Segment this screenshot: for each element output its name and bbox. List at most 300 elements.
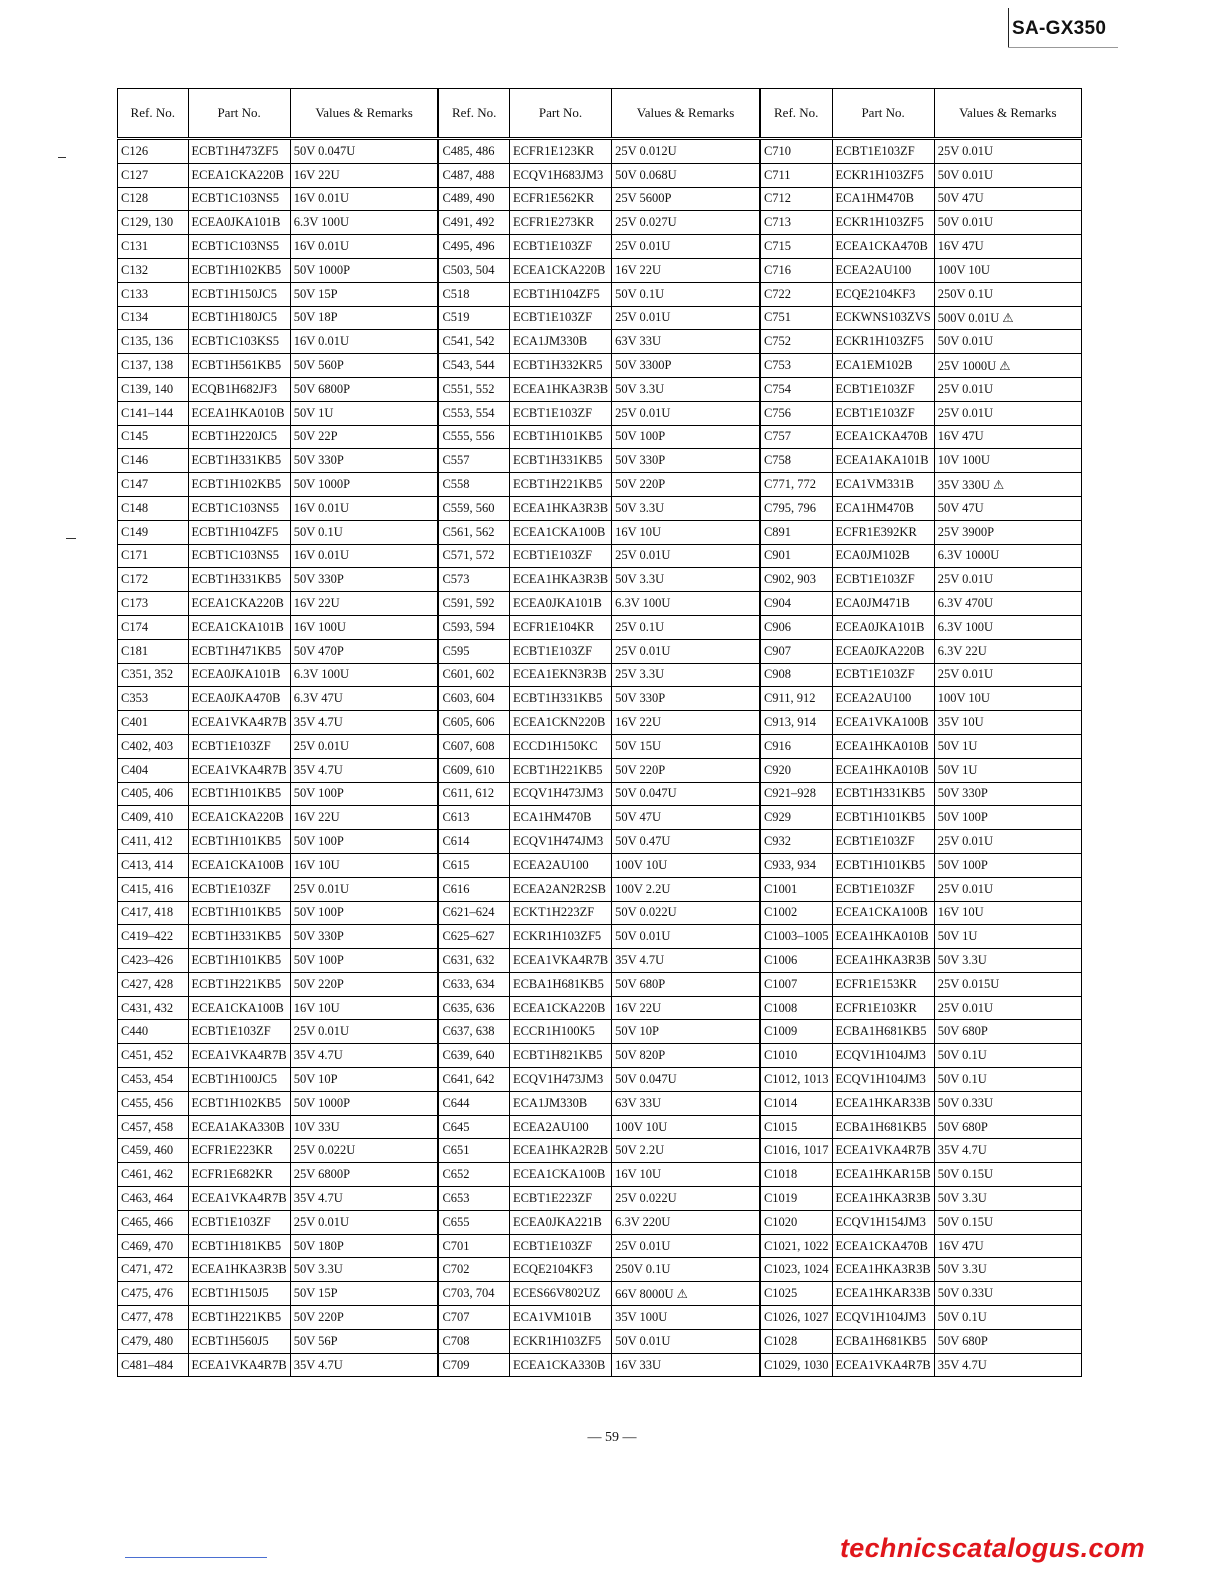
table-row (760, 853, 1081, 877)
model-number: SA-GX350 (1012, 18, 1107, 39)
ref-no-cell: C487, 488 (439, 163, 509, 187)
ref-no-cell: C557 (439, 449, 509, 473)
value-cell: 16V 0.01U (290, 187, 438, 211)
value-cell: 25V 0.027U (612, 211, 760, 235)
part-no-cell: ECEA1HKA3R3B (188, 1258, 290, 1282)
table-row (118, 520, 438, 544)
part-no-cell: ECBT1H101KB5 (188, 949, 290, 973)
part-no-cell: ECEA1CKA220B (188, 592, 290, 616)
ref-no-cell: C754 (760, 377, 832, 401)
ref-no-cell: C752 (760, 330, 832, 354)
ref-no-cell: C722 (760, 282, 832, 306)
table-row (439, 1044, 759, 1068)
part-no-cell: ECBT1H104ZF5 (188, 520, 290, 544)
ref-no-cell: C1019 (760, 1187, 832, 1211)
value-cell: 50V 220P (290, 1306, 438, 1330)
part-no-cell: ECQV1H474JM3 (509, 830, 611, 854)
part-no-cell: ECQV1H154JM3 (832, 1210, 934, 1234)
table-row (118, 1353, 438, 1377)
part-no-cell: ECBT1H220JC5 (188, 425, 290, 449)
parts-list-tables (117, 88, 1082, 1377)
value-cell: 6.3V 47U (290, 687, 438, 711)
value-cell: 50V 0.1U (290, 520, 438, 544)
value-cell: 6.3V 220U (612, 1210, 760, 1234)
value-cell: 25V 0.01U (934, 830, 1081, 854)
table-row (760, 901, 1081, 925)
ref-no-cell: C126 (118, 139, 189, 164)
table-row (439, 592, 759, 616)
part-no-cell: ECBT1E103ZF (832, 377, 934, 401)
table-row (760, 996, 1081, 1020)
value-cell: 35V 4.7U (934, 1353, 1081, 1377)
table-row (439, 996, 759, 1020)
part-no-cell: ECBT1H150J5 (188, 1282, 290, 1306)
part-no-cell: ECEA0JKA220B (832, 639, 934, 663)
value-cell: 50V 3.3U (934, 949, 1081, 973)
table-row (118, 282, 438, 306)
value-cell: 35V 10U (934, 711, 1081, 735)
part-no-cell: ECEA1HKA010B (188, 401, 290, 425)
part-no-cell: ECBT1H101KB5 (832, 853, 934, 877)
ref-no-cell: C701 (439, 1234, 509, 1258)
value-cell: 50V 1U (934, 925, 1081, 949)
part-no-cell: ECEA1VKA4R7B (188, 711, 290, 735)
header-part-no: Part No. (188, 89, 290, 139)
value-cell: 50V 220P (612, 758, 760, 782)
table-row (760, 1091, 1081, 1115)
ref-no-cell: C601, 602 (439, 663, 509, 687)
part-no-cell: ECBT1E103ZF (509, 1234, 611, 1258)
part-no-cell: ECEA1VKA4R7B (188, 758, 290, 782)
ref-no-cell: C757 (760, 425, 832, 449)
table-row (760, 1353, 1081, 1377)
table-row (760, 877, 1081, 901)
value-cell: 25V 1000U ⚠ (934, 354, 1081, 378)
ref-no-cell: C1021, 1022 (760, 1234, 832, 1258)
value-cell: 100V 10U (934, 687, 1081, 711)
ref-no-cell: C146 (118, 449, 189, 473)
ref-no-cell: C1023, 1024 (760, 1258, 832, 1282)
ref-no-cell: C711 (760, 163, 832, 187)
part-no-cell: ECA1JM330B (509, 1091, 611, 1115)
table-row (760, 496, 1081, 520)
header-underline (1008, 47, 1118, 48)
ref-no-cell: C651 (439, 1139, 509, 1163)
value-cell: 50V 100P (934, 853, 1081, 877)
table-row (118, 734, 438, 758)
ref-no-cell: C573 (439, 568, 509, 592)
part-no-cell: ECBA1H681KB5 (509, 972, 611, 996)
ref-no-cell: C133 (118, 282, 189, 306)
table-row (760, 949, 1081, 973)
ref-no-cell: C1002 (760, 901, 832, 925)
part-no-cell: ECBT1H560J5 (188, 1329, 290, 1353)
part-no-cell: ECQV1H683JM3 (509, 163, 611, 187)
table-row (439, 1187, 759, 1211)
table-row (439, 615, 759, 639)
ref-no-cell: C932 (760, 830, 832, 854)
part-no-cell: ECEA1VKA100B (832, 711, 934, 735)
value-cell: 50V 560P (290, 354, 438, 378)
table-row (760, 711, 1081, 735)
table-row (118, 996, 438, 1020)
value-cell: 50V 1000P (290, 1091, 438, 1115)
part-no-cell: ECBT1H100JC5 (188, 1068, 290, 1092)
ref-no-cell: C929 (760, 806, 832, 830)
value-cell: 50V 0.15U (934, 1210, 1081, 1234)
table-row (439, 1353, 759, 1377)
table-row (439, 853, 759, 877)
table-row (439, 1210, 759, 1234)
value-cell: 100V 10U (612, 1115, 760, 1139)
part-no-cell: ECBA1H681KB5 (832, 1020, 934, 1044)
part-no-cell: ECBT1E103ZF (188, 1020, 290, 1044)
value-cell: 6.3V 100U (612, 592, 760, 616)
table-row (118, 639, 438, 663)
part-no-cell: ECBT1E103ZF (188, 734, 290, 758)
value-cell: 50V 220P (612, 473, 760, 497)
value-cell: 50V 1U (934, 758, 1081, 782)
part-no-cell: ECBT1H180JC5 (188, 306, 290, 330)
table-row (760, 377, 1081, 401)
table-row (118, 925, 438, 949)
table-row (760, 1139, 1081, 1163)
value-cell: 50V 0.01U (612, 925, 760, 949)
table-row (760, 1187, 1081, 1211)
ref-no-cell: C753 (760, 354, 832, 378)
value-cell: 16V 100U (290, 615, 438, 639)
ref-no-cell: C571, 572 (439, 544, 509, 568)
value-cell: 50V 1000P (290, 258, 438, 282)
part-no-cell: ECEA1VKA4R7B (832, 1353, 934, 1377)
value-cell: 25V 0.01U (612, 235, 760, 259)
table-row (760, 449, 1081, 473)
part-no-cell: ECKWNS103ZVS (832, 306, 934, 330)
value-cell: 50V 0.15U (934, 1163, 1081, 1187)
ref-no-cell: C756 (760, 401, 832, 425)
table-row (118, 1306, 438, 1330)
ref-no-cell: C174 (118, 615, 189, 639)
value-cell: 25V 6800P (290, 1163, 438, 1187)
part-no-cell: ECEA0JKA101B (832, 615, 934, 639)
table-row (118, 187, 438, 211)
part-no-cell: ECFR1E273KR (509, 211, 611, 235)
part-no-cell: ECEA2AU100 (832, 687, 934, 711)
ref-no-cell: C645 (439, 1115, 509, 1139)
part-no-cell: ECBT1H473ZF5 (188, 139, 290, 164)
part-no-cell: ECEA1VKA4R7B (188, 1353, 290, 1377)
ref-no-cell: C475, 476 (118, 1282, 189, 1306)
value-cell: 25V 0.01U (612, 306, 760, 330)
ref-no-cell: C703, 704 (439, 1282, 509, 1306)
table-row (118, 1091, 438, 1115)
part-no-cell: ECKR1H103ZF5 (832, 211, 934, 235)
value-cell: 50V 3.3U (290, 1258, 438, 1282)
ref-no-cell: C644 (439, 1091, 509, 1115)
ref-no-cell: C1025 (760, 1282, 832, 1306)
ref-no-cell: C710 (760, 139, 832, 164)
part-no-cell: ECEA1HKA3R3B (509, 496, 611, 520)
ref-no-cell: C459, 460 (118, 1139, 189, 1163)
part-no-cell: ECEA1CKA101B (188, 615, 290, 639)
part-no-cell: ECEA1HKAR33B (832, 1282, 934, 1306)
ref-no-cell: C609, 610 (439, 758, 509, 782)
table-row (118, 235, 438, 259)
value-cell: 10V 100U (934, 449, 1081, 473)
table-row (439, 711, 759, 735)
table-row (118, 330, 438, 354)
table-row (118, 663, 438, 687)
part-no-cell: ECEA2AU100 (832, 258, 934, 282)
part-no-cell: ECEA1CKA220B (509, 258, 611, 282)
value-cell: 50V 100P (612, 425, 760, 449)
table-row (760, 1068, 1081, 1092)
website-watermark: technicscatalogus.com (840, 1533, 1145, 1563)
ref-no-cell: C519 (439, 306, 509, 330)
ref-no-cell: C440 (118, 1020, 189, 1044)
table-row (118, 1282, 438, 1306)
part-no-cell: ECEA1VKA4R7B (188, 1044, 290, 1068)
value-cell: 50V 820P (612, 1044, 760, 1068)
part-no-cell: ECBT1H101KB5 (509, 425, 611, 449)
ref-no-cell: C431, 432 (118, 996, 189, 1020)
ref-no-cell: C901 (760, 544, 832, 568)
ref-no-cell: C613 (439, 806, 509, 830)
ref-no-cell: C1012, 1013 (760, 1068, 832, 1092)
ref-no-cell: C451, 452 (118, 1044, 189, 1068)
part-no-cell: ECBT1C103KS5 (188, 330, 290, 354)
ref-no-cell: C653 (439, 1187, 509, 1211)
ref-no-cell: C758 (760, 449, 832, 473)
value-cell: 16V 22U (290, 806, 438, 830)
ref-no-cell: C457, 458 (118, 1115, 189, 1139)
part-no-cell: ECBT1H221KB5 (188, 1306, 290, 1330)
ref-no-cell: C401 (118, 711, 189, 735)
value-cell: 50V 330P (934, 782, 1081, 806)
value-cell: 35V 100U (612, 1306, 760, 1330)
part-no-cell: ECFR1E682KR (188, 1163, 290, 1187)
table-row (760, 354, 1081, 378)
table-row (118, 306, 438, 330)
part-no-cell: ECEA1CKA100B (832, 901, 934, 925)
table-row (760, 663, 1081, 687)
table-row (760, 758, 1081, 782)
value-cell: 35V 4.7U (612, 949, 760, 973)
part-no-cell: ECBT1H102KB5 (188, 1091, 290, 1115)
header-values-remarks: Values & Remarks (612, 89, 760, 139)
ref-no-cell: C461, 462 (118, 1163, 189, 1187)
table-row (760, 520, 1081, 544)
table-row (760, 1282, 1081, 1306)
value-cell: 16V 22U (290, 592, 438, 616)
value-cell: 500V 0.01U ⚠ (934, 306, 1081, 330)
value-cell: 50V 0.01U (612, 1329, 760, 1353)
ref-no-cell: C603, 604 (439, 687, 509, 711)
table-row (760, 211, 1081, 235)
table-row (760, 1020, 1081, 1044)
value-cell: 63V 33U (612, 330, 760, 354)
ref-no-cell: C479, 480 (118, 1329, 189, 1353)
part-no-cell: ECCD1H150KC (509, 734, 611, 758)
value-cell: 50V 1000P (290, 473, 438, 497)
table-row (439, 1068, 759, 1092)
value-cell: 50V 10P (612, 1020, 760, 1044)
ref-no-cell: C477, 478 (118, 1306, 189, 1330)
ref-no-cell: C353 (118, 687, 189, 711)
value-cell: 50V 15P (290, 282, 438, 306)
table-row (439, 187, 759, 211)
table-row (439, 425, 759, 449)
ref-no-cell: C1006 (760, 949, 832, 973)
part-no-cell: ECQB1H682JF3 (188, 377, 290, 401)
table-row (439, 1115, 759, 1139)
part-no-cell: ECKT1H223ZF (509, 901, 611, 925)
value-cell: 16V 47U (934, 235, 1081, 259)
table-row (118, 687, 438, 711)
table-row (760, 687, 1081, 711)
ref-no-cell: C1015 (760, 1115, 832, 1139)
value-cell: 50V 100P (290, 949, 438, 973)
table-row (118, 1139, 438, 1163)
value-cell: 50V 15U (612, 734, 760, 758)
ref-no-cell: C404 (118, 758, 189, 782)
value-cell: 50V 0.047U (612, 782, 760, 806)
value-cell: 50V 0.01U (934, 163, 1081, 187)
part-no-cell: ECBT1H331KB5 (509, 449, 611, 473)
page-number: — 59 — (587, 1430, 637, 1445)
table-row (118, 568, 438, 592)
table-row (439, 211, 759, 235)
value-cell: 50V 3.3U (612, 496, 760, 520)
ref-no-cell: C933, 934 (760, 853, 832, 877)
value-cell: 50V 100P (934, 806, 1081, 830)
ref-no-cell: C503, 504 (439, 258, 509, 282)
value-cell: 50V 220P (290, 972, 438, 996)
value-cell: 50V 330P (290, 449, 438, 473)
ref-no-cell: C771, 772 (760, 473, 832, 497)
part-no-cell: ECKR1H103ZF5 (832, 330, 934, 354)
table-row (118, 1044, 438, 1068)
part-no-cell: ECA0JM102B (832, 544, 934, 568)
ref-no-cell: C423–426 (118, 949, 189, 973)
table-row (760, 544, 1081, 568)
part-no-cell: ECEA1CKN220B (509, 711, 611, 735)
part-no-cell: ECBT1H150JC5 (188, 282, 290, 306)
part-no-cell: ECEA1CKA100B (188, 996, 290, 1020)
value-cell: 16V 33U (612, 1353, 760, 1377)
part-no-cell: ECA1HM470B (509, 806, 611, 830)
part-no-cell: ECEA1HKA3R3B (832, 1258, 934, 1282)
table-row (760, 1163, 1081, 1187)
header-part-no: Part No. (832, 89, 934, 139)
part-no-cell: ECEA0JKA101B (509, 592, 611, 616)
part-no-cell: ECBT1E103ZF (188, 1210, 290, 1234)
part-no-cell: ECBT1E103ZF (832, 139, 934, 164)
part-no-cell: ECA1JM330B (509, 330, 611, 354)
ref-no-cell: C1003–1005 (760, 925, 832, 949)
value-cell: 6.3V 1000U (934, 544, 1081, 568)
part-no-cell: ECFR1E103KR (832, 996, 934, 1020)
ref-no-cell: C141–144 (118, 401, 189, 425)
value-cell: 50V 1U (934, 734, 1081, 758)
table-row (118, 377, 438, 401)
part-no-cell: ECBT1H221KB5 (188, 972, 290, 996)
part-no-cell: ECBT1H331KB5 (188, 925, 290, 949)
value-cell: 35V 4.7U (290, 758, 438, 782)
value-cell: 50V 47U (612, 806, 760, 830)
table-row (760, 473, 1081, 497)
part-no-cell: ECBT1H821KB5 (509, 1044, 611, 1068)
part-no-cell: ECBT1H331KB5 (188, 449, 290, 473)
header-rule (1008, 8, 1009, 48)
table-row (118, 1115, 438, 1139)
part-no-cell: ECA1HM470B (832, 187, 934, 211)
part-no-cell: ECBA1H681KB5 (832, 1329, 934, 1353)
part-no-cell: ECEA1CKA100B (188, 853, 290, 877)
table-row (118, 449, 438, 473)
table-row (439, 1329, 759, 1353)
value-cell: 35V 4.7U (934, 1139, 1081, 1163)
table-row (439, 830, 759, 854)
value-cell: 35V 4.7U (290, 1187, 438, 1211)
ref-no-cell: C1029, 1030 (760, 1353, 832, 1377)
value-cell: 50V 0.068U (612, 163, 760, 187)
value-cell: 6.3V 100U (934, 615, 1081, 639)
value-cell: 16V 47U (934, 425, 1081, 449)
table-row (439, 1020, 759, 1044)
table-row (118, 853, 438, 877)
part-no-cell: ECBT1H221KB5 (509, 473, 611, 497)
ref-no-cell: C543, 544 (439, 354, 509, 378)
table-row (118, 1210, 438, 1234)
ref-no-cell: C616 (439, 877, 509, 901)
ref-no-cell: C145 (118, 425, 189, 449)
part-no-cell: ECFR1E123KR (509, 139, 611, 164)
part-no-cell: ECEA1VKA4R7B (509, 949, 611, 973)
value-cell: 50V 3.3U (612, 568, 760, 592)
ref-no-cell: C902, 903 (760, 568, 832, 592)
table-row (760, 187, 1081, 211)
header-ref-no: Ref. No. (118, 89, 189, 139)
table-row (439, 1091, 759, 1115)
table-row (760, 734, 1081, 758)
value-cell: 50V 2.2U (612, 1139, 760, 1163)
ref-no-cell: C1014 (760, 1091, 832, 1115)
part-no-cell: ECEA2AN2R2SB (509, 877, 611, 901)
ref-no-cell: C131 (118, 235, 189, 259)
value-cell: 100V 10U (612, 853, 760, 877)
table-row (439, 235, 759, 259)
part-no-cell: ECBT1E103ZF (509, 401, 611, 425)
margin-mark (58, 157, 66, 158)
part-no-cell: ECBT1E103ZF (509, 639, 611, 663)
part-no-cell: ECBT1H101KB5 (188, 782, 290, 806)
ref-no-cell: C908 (760, 663, 832, 687)
table-row (439, 520, 759, 544)
table-row (760, 282, 1081, 306)
ref-no-cell: C128 (118, 187, 189, 211)
table-row (118, 258, 438, 282)
table-row (439, 734, 759, 758)
ref-no-cell: C491, 492 (439, 211, 509, 235)
part-no-cell: ECEA1HKA3R3B (832, 1187, 934, 1211)
table-row (760, 1234, 1081, 1258)
table-row (118, 496, 438, 520)
ref-no-cell: C551, 552 (439, 377, 509, 401)
ref-no-cell: C1016, 1017 (760, 1139, 832, 1163)
ref-no-cell: C558 (439, 473, 509, 497)
value-cell: 25V 0.01U (934, 139, 1081, 164)
